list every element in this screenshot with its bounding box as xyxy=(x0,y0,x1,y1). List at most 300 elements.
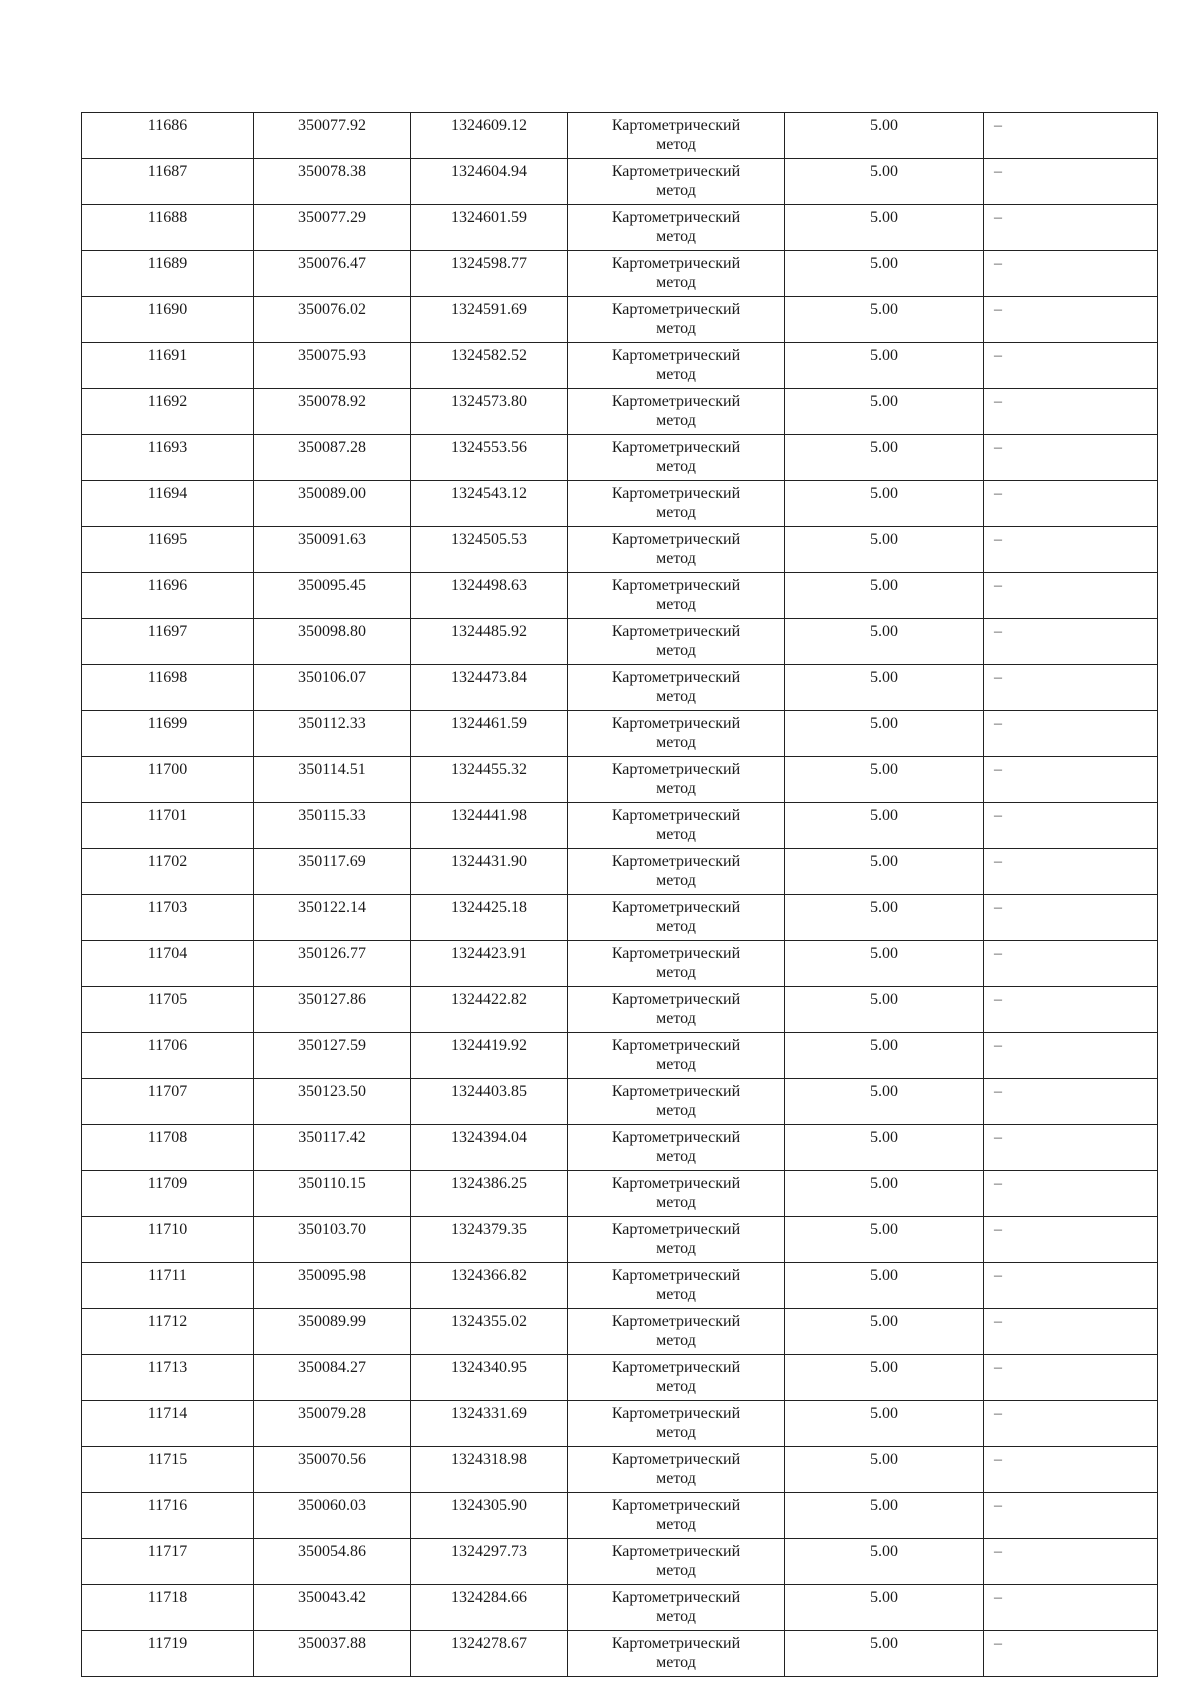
table-row xyxy=(82,1263,1158,1309)
y-coordinate-cell: 1324598.77 xyxy=(411,251,568,297)
y-coordinate-cell: 1324604.94 xyxy=(411,159,568,205)
method-cell xyxy=(568,1171,785,1217)
method-line-2: метод xyxy=(656,1056,696,1073)
x-coordinate-cell: 350091.63 xyxy=(254,527,411,573)
point-number-cell: 11695 xyxy=(82,527,254,573)
description-cell: – xyxy=(984,895,1158,941)
method-line-1: Картометрический xyxy=(611,669,741,686)
point-number-cell: 11700 xyxy=(82,757,254,803)
description-cell: – xyxy=(984,1033,1158,1079)
method-line-2: метод xyxy=(656,182,696,199)
point-number-cell: 11699 xyxy=(82,711,254,757)
x-coordinate-cell: 350123.50 xyxy=(254,1079,411,1125)
method-line-2: метод xyxy=(656,596,696,613)
method-cell xyxy=(568,1263,785,1309)
y-coordinate-cell: 1324355.02 xyxy=(411,1309,568,1355)
table-row xyxy=(82,251,1158,297)
method-cell xyxy=(568,1033,785,1079)
y-coordinate-cell: 1324403.85 xyxy=(411,1079,568,1125)
x-coordinate-cell: 350098.80 xyxy=(254,619,411,665)
y-coordinate-cell: 1324431.90 xyxy=(411,849,568,895)
method-cell xyxy=(568,1217,785,1263)
accuracy-cell: 5.00 xyxy=(785,297,984,343)
accuracy-cell: 5.00 xyxy=(785,1079,984,1125)
table-row xyxy=(82,1585,1158,1631)
accuracy-cell: 5.00 xyxy=(785,757,984,803)
x-coordinate-cell: 350084.27 xyxy=(254,1355,411,1401)
method-line-1: Картометрический xyxy=(611,577,741,594)
y-coordinate-cell: 1324553.56 xyxy=(411,435,568,481)
method-line-1: Картометрический xyxy=(611,117,741,134)
x-coordinate-cell: 350117.69 xyxy=(254,849,411,895)
x-coordinate-cell: 350075.93 xyxy=(254,343,411,389)
y-coordinate-cell: 1324394.04 xyxy=(411,1125,568,1171)
point-number-cell: 11691 xyxy=(82,343,254,389)
table-row xyxy=(82,343,1158,389)
description-cell: – xyxy=(984,1585,1158,1631)
table-row xyxy=(82,1401,1158,1447)
point-number-cell: 11714 xyxy=(82,1401,254,1447)
point-number-cell: 11703 xyxy=(82,895,254,941)
y-coordinate-cell: 1324340.95 xyxy=(411,1355,568,1401)
accuracy-cell: 5.00 xyxy=(785,527,984,573)
accuracy-cell: 5.00 xyxy=(785,389,984,435)
accuracy-cell: 5.00 xyxy=(785,1447,984,1493)
method-line-1: Картометрический xyxy=(611,163,741,180)
accuracy-cell: 5.00 xyxy=(785,1355,984,1401)
point-number-cell: 11710 xyxy=(82,1217,254,1263)
method-line-1: Картометрический xyxy=(611,1589,741,1606)
description-cell: – xyxy=(984,1401,1158,1447)
table-row xyxy=(82,481,1158,527)
description-cell: – xyxy=(984,435,1158,481)
y-coordinate-cell: 1324591.69 xyxy=(411,297,568,343)
method-line-1: Картометрический xyxy=(611,945,741,962)
point-number-cell: 11707 xyxy=(82,1079,254,1125)
point-number-cell: 11715 xyxy=(82,1447,254,1493)
point-number-cell: 11712 xyxy=(82,1309,254,1355)
method-line-1: Картометрический xyxy=(611,531,741,548)
y-coordinate-cell: 1324505.53 xyxy=(411,527,568,573)
table-row xyxy=(82,1309,1158,1355)
description-cell: – xyxy=(984,941,1158,987)
accuracy-cell: 5.00 xyxy=(785,1539,984,1585)
accuracy-cell: 5.00 xyxy=(785,803,984,849)
method-line-1: Картометрический xyxy=(611,1451,741,1468)
method-line-1: Картометрический xyxy=(611,1635,741,1652)
x-coordinate-cell: 350076.47 xyxy=(254,251,411,297)
method-line-2: метод xyxy=(656,458,696,475)
method-cell xyxy=(568,297,785,343)
method-cell xyxy=(568,1539,785,1585)
method-line-1: Картометрический xyxy=(611,761,741,778)
description-cell: – xyxy=(984,1309,1158,1355)
description-cell: – xyxy=(984,619,1158,665)
method-line-2: метод xyxy=(656,1516,696,1533)
method-line-1: Картометрический xyxy=(611,991,741,1008)
accuracy-cell: 5.00 xyxy=(785,573,984,619)
point-number-cell: 11704 xyxy=(82,941,254,987)
method-line-1: Картометрический xyxy=(611,485,741,502)
y-coordinate-cell: 1324609.12 xyxy=(411,113,568,159)
point-number-cell: 11694 xyxy=(82,481,254,527)
method-line-1: Картометрический xyxy=(611,1543,741,1560)
method-cell xyxy=(568,711,785,757)
description-cell: – xyxy=(984,251,1158,297)
x-coordinate-cell: 350089.00 xyxy=(254,481,411,527)
y-coordinate-cell: 1324419.92 xyxy=(411,1033,568,1079)
description-cell: – xyxy=(984,297,1158,343)
accuracy-cell: 5.00 xyxy=(785,619,984,665)
method-line-1: Картометрический xyxy=(611,623,741,640)
point-number-cell: 11696 xyxy=(82,573,254,619)
method-cell xyxy=(568,1125,785,1171)
y-coordinate-cell: 1324284.66 xyxy=(411,1585,568,1631)
x-coordinate-cell: 350089.99 xyxy=(254,1309,411,1355)
description-cell: – xyxy=(984,1263,1158,1309)
method-line-2: метод xyxy=(656,780,696,797)
x-coordinate-cell: 350070.56 xyxy=(254,1447,411,1493)
point-number-cell: 11713 xyxy=(82,1355,254,1401)
table-row xyxy=(82,159,1158,205)
description-cell: – xyxy=(984,113,1158,159)
accuracy-cell: 5.00 xyxy=(785,481,984,527)
method-cell xyxy=(568,1401,785,1447)
description-cell: – xyxy=(984,987,1158,1033)
method-line-1: Картометрический xyxy=(611,853,741,870)
description-cell: – xyxy=(984,849,1158,895)
accuracy-cell: 5.00 xyxy=(785,895,984,941)
description-cell: – xyxy=(984,665,1158,711)
accuracy-cell: 5.00 xyxy=(785,987,984,1033)
table-row xyxy=(82,1171,1158,1217)
table-row xyxy=(82,1079,1158,1125)
method-line-2: метод xyxy=(656,688,696,705)
table-row xyxy=(82,573,1158,619)
point-number-cell: 11716 xyxy=(82,1493,254,1539)
description-cell: – xyxy=(984,159,1158,205)
point-number-cell: 11708 xyxy=(82,1125,254,1171)
method-line-1: Картометрический xyxy=(611,715,741,732)
method-line-2: метод xyxy=(656,1470,696,1487)
table-row xyxy=(82,1631,1158,1677)
x-coordinate-cell: 350078.92 xyxy=(254,389,411,435)
method-line-2: метод xyxy=(656,734,696,751)
x-coordinate-cell: 350043.42 xyxy=(254,1585,411,1631)
method-cell xyxy=(568,573,785,619)
point-number-cell: 11690 xyxy=(82,297,254,343)
description-cell: – xyxy=(984,481,1158,527)
method-cell xyxy=(568,1493,785,1539)
method-line-2: метод xyxy=(656,1562,696,1579)
method-line-2: метод xyxy=(656,1240,696,1257)
accuracy-cell: 5.00 xyxy=(785,1401,984,1447)
accuracy-cell: 5.00 xyxy=(785,159,984,205)
description-cell: – xyxy=(984,1355,1158,1401)
table-row xyxy=(82,1033,1158,1079)
method-cell xyxy=(568,1309,785,1355)
table-row xyxy=(82,297,1158,343)
method-cell xyxy=(568,435,785,481)
method-line-1: Картометрический xyxy=(611,393,741,410)
accuracy-cell: 5.00 xyxy=(785,711,984,757)
x-coordinate-cell: 350077.92 xyxy=(254,113,411,159)
table-row xyxy=(82,803,1158,849)
accuracy-cell: 5.00 xyxy=(785,1493,984,1539)
method-line-1: Картометрический xyxy=(611,807,741,824)
y-coordinate-cell: 1324331.69 xyxy=(411,1401,568,1447)
method-cell xyxy=(568,1631,785,1677)
point-number-cell: 11688 xyxy=(82,205,254,251)
y-coordinate-cell: 1324366.82 xyxy=(411,1263,568,1309)
method-line-2: метод xyxy=(656,228,696,245)
method-cell xyxy=(568,389,785,435)
method-line-1: Картометрический xyxy=(611,1083,741,1100)
method-line-2: метод xyxy=(656,1148,696,1165)
table-row xyxy=(82,987,1158,1033)
point-number-cell: 11687 xyxy=(82,159,254,205)
y-coordinate-cell: 1324461.59 xyxy=(411,711,568,757)
x-coordinate-cell: 350078.38 xyxy=(254,159,411,205)
method-cell xyxy=(568,527,785,573)
point-number-cell: 11709 xyxy=(82,1171,254,1217)
point-number-cell: 11705 xyxy=(82,987,254,1033)
description-cell: – xyxy=(984,343,1158,389)
method-line-2: метод xyxy=(656,1654,696,1671)
accuracy-cell: 5.00 xyxy=(785,343,984,389)
method-cell xyxy=(568,1079,785,1125)
method-line-2: метод xyxy=(656,274,696,291)
method-line-2: метод xyxy=(656,1194,696,1211)
x-coordinate-cell: 350095.98 xyxy=(254,1263,411,1309)
method-cell xyxy=(568,665,785,711)
accuracy-cell: 5.00 xyxy=(785,1585,984,1631)
x-coordinate-cell: 350103.70 xyxy=(254,1217,411,1263)
y-coordinate-cell: 1324441.98 xyxy=(411,803,568,849)
table-row xyxy=(82,1493,1158,1539)
table-row xyxy=(82,205,1158,251)
y-coordinate-cell: 1324601.59 xyxy=(411,205,568,251)
description-cell: – xyxy=(984,1539,1158,1585)
method-cell xyxy=(568,113,785,159)
method-line-2: метод xyxy=(656,872,696,889)
x-coordinate-cell: 350117.42 xyxy=(254,1125,411,1171)
point-number-cell: 11701 xyxy=(82,803,254,849)
method-line-2: метод xyxy=(656,136,696,153)
method-line-2: метод xyxy=(656,504,696,521)
accuracy-cell: 5.00 xyxy=(785,941,984,987)
y-coordinate-cell: 1324379.35 xyxy=(411,1217,568,1263)
point-number-cell: 11702 xyxy=(82,849,254,895)
method-cell xyxy=(568,987,785,1033)
point-number-cell: 11697 xyxy=(82,619,254,665)
table-row xyxy=(82,435,1158,481)
y-coordinate-cell: 1324423.91 xyxy=(411,941,568,987)
description-cell: – xyxy=(984,803,1158,849)
description-cell: – xyxy=(984,573,1158,619)
method-line-2: метод xyxy=(656,366,696,383)
point-number-cell: 11692 xyxy=(82,389,254,435)
method-cell xyxy=(568,205,785,251)
method-line-1: Картометрический xyxy=(611,1359,741,1376)
method-line-2: метод xyxy=(656,1424,696,1441)
x-coordinate-cell: 350087.28 xyxy=(254,435,411,481)
point-number-cell: 11718 xyxy=(82,1585,254,1631)
method-cell xyxy=(568,343,785,389)
method-cell xyxy=(568,619,785,665)
description-cell: – xyxy=(984,205,1158,251)
accuracy-cell: 5.00 xyxy=(785,1263,984,1309)
y-coordinate-cell: 1324297.73 xyxy=(411,1539,568,1585)
method-cell xyxy=(568,849,785,895)
method-line-2: метод xyxy=(656,826,696,843)
y-coordinate-cell: 1324422.82 xyxy=(411,987,568,1033)
x-coordinate-cell: 350095.45 xyxy=(254,573,411,619)
method-cell xyxy=(568,1355,785,1401)
method-line-2: метод xyxy=(656,1608,696,1625)
x-coordinate-cell: 350076.02 xyxy=(254,297,411,343)
x-coordinate-cell: 350077.29 xyxy=(254,205,411,251)
table-row xyxy=(82,113,1158,159)
method-line-2: метод xyxy=(656,1286,696,1303)
y-coordinate-cell: 1324485.92 xyxy=(411,619,568,665)
method-line-1: Картометрический xyxy=(611,439,741,456)
method-line-2: метод xyxy=(656,1102,696,1119)
method-line-1: Картометрический xyxy=(611,1175,741,1192)
accuracy-cell: 5.00 xyxy=(785,435,984,481)
y-coordinate-cell: 1324498.63 xyxy=(411,573,568,619)
table-row xyxy=(82,1539,1158,1585)
method-cell xyxy=(568,1585,785,1631)
y-coordinate-cell: 1324473.84 xyxy=(411,665,568,711)
point-number-cell: 11698 xyxy=(82,665,254,711)
point-number-cell: 11686 xyxy=(82,113,254,159)
method-line-1: Картометрический xyxy=(611,899,741,916)
table-row xyxy=(82,389,1158,435)
description-cell: – xyxy=(984,757,1158,803)
point-number-cell: 11717 xyxy=(82,1539,254,1585)
description-cell: – xyxy=(984,1079,1158,1125)
method-line-2: метод xyxy=(656,1010,696,1027)
description-cell: – xyxy=(984,389,1158,435)
point-number-cell: 11711 xyxy=(82,1263,254,1309)
table-row xyxy=(82,1217,1158,1263)
y-coordinate-cell: 1324305.90 xyxy=(411,1493,568,1539)
table-row xyxy=(82,665,1158,711)
method-line-2: метод xyxy=(656,642,696,659)
point-number-cell: 11706 xyxy=(82,1033,254,1079)
accuracy-cell: 5.00 xyxy=(785,1171,984,1217)
point-number-cell: 11689 xyxy=(82,251,254,297)
method-line-2: метод xyxy=(656,1332,696,1349)
accuracy-cell: 5.00 xyxy=(785,205,984,251)
x-coordinate-cell: 350127.86 xyxy=(254,987,411,1033)
x-coordinate-cell: 350054.86 xyxy=(254,1539,411,1585)
description-cell: – xyxy=(984,1447,1158,1493)
x-coordinate-cell: 350079.28 xyxy=(254,1401,411,1447)
accuracy-cell: 5.00 xyxy=(785,1309,984,1355)
accuracy-cell: 5.00 xyxy=(785,113,984,159)
x-coordinate-cell: 350126.77 xyxy=(254,941,411,987)
description-cell: – xyxy=(984,711,1158,757)
method-line-1: Картометрический xyxy=(611,1267,741,1284)
method-line-1: Картометрический xyxy=(611,1405,741,1422)
x-coordinate-cell: 350110.15 xyxy=(254,1171,411,1217)
y-coordinate-cell: 1324543.12 xyxy=(411,481,568,527)
method-cell xyxy=(568,251,785,297)
table-row xyxy=(82,895,1158,941)
accuracy-cell: 5.00 xyxy=(785,251,984,297)
method-line-2: метод xyxy=(656,964,696,981)
method-line-2: метод xyxy=(656,550,696,567)
description-cell: – xyxy=(984,1631,1158,1677)
x-coordinate-cell: 350060.03 xyxy=(254,1493,411,1539)
description-cell: – xyxy=(984,527,1158,573)
x-coordinate-cell: 350037.88 xyxy=(254,1631,411,1677)
table-row xyxy=(82,757,1158,803)
x-coordinate-cell: 350106.07 xyxy=(254,665,411,711)
accuracy-cell: 5.00 xyxy=(785,665,984,711)
description-cell: – xyxy=(984,1217,1158,1263)
description-cell: – xyxy=(984,1171,1158,1217)
description-cell: – xyxy=(984,1125,1158,1171)
method-cell xyxy=(568,803,785,849)
point-number-cell: 11693 xyxy=(82,435,254,481)
description-cell: – xyxy=(984,1493,1158,1539)
method-cell xyxy=(568,757,785,803)
table-row xyxy=(82,619,1158,665)
y-coordinate-cell: 1324386.25 xyxy=(411,1171,568,1217)
method-line-2: метод xyxy=(656,1378,696,1395)
method-cell xyxy=(568,481,785,527)
coordinates-table-body xyxy=(82,113,1158,1677)
method-line-2: метод xyxy=(656,320,696,337)
x-coordinate-cell: 350112.33 xyxy=(254,711,411,757)
y-coordinate-cell: 1324582.52 xyxy=(411,343,568,389)
method-line-1: Картометрический xyxy=(611,1313,741,1330)
table-row xyxy=(82,1355,1158,1401)
table-row xyxy=(82,849,1158,895)
y-coordinate-cell: 1324278.67 xyxy=(411,1631,568,1677)
method-cell xyxy=(568,159,785,205)
table-row xyxy=(82,1125,1158,1171)
method-line-2: метод xyxy=(656,412,696,429)
coordinates-table xyxy=(81,112,1158,1677)
x-coordinate-cell: 350122.14 xyxy=(254,895,411,941)
table-row xyxy=(82,1447,1158,1493)
method-line-1: Картометрический xyxy=(611,1037,741,1054)
method-line-1: Картометрический xyxy=(611,1497,741,1514)
y-coordinate-cell: 1324425.18 xyxy=(411,895,568,941)
accuracy-cell: 5.00 xyxy=(785,1033,984,1079)
accuracy-cell: 5.00 xyxy=(785,1125,984,1171)
table-row xyxy=(82,527,1158,573)
method-cell xyxy=(568,941,785,987)
table-row xyxy=(82,711,1158,757)
method-line-1: Картометрический xyxy=(611,347,741,364)
x-coordinate-cell: 350127.59 xyxy=(254,1033,411,1079)
method-line-1: Картометрический xyxy=(611,1221,741,1238)
method-line-2: метод xyxy=(656,918,696,935)
y-coordinate-cell: 1324455.32 xyxy=(411,757,568,803)
accuracy-cell: 5.00 xyxy=(785,1217,984,1263)
x-coordinate-cell: 350114.51 xyxy=(254,757,411,803)
method-line-1: Картометрический xyxy=(611,301,741,318)
x-coordinate-cell: 350115.33 xyxy=(254,803,411,849)
y-coordinate-cell: 1324573.80 xyxy=(411,389,568,435)
accuracy-cell: 5.00 xyxy=(785,849,984,895)
method-cell xyxy=(568,895,785,941)
